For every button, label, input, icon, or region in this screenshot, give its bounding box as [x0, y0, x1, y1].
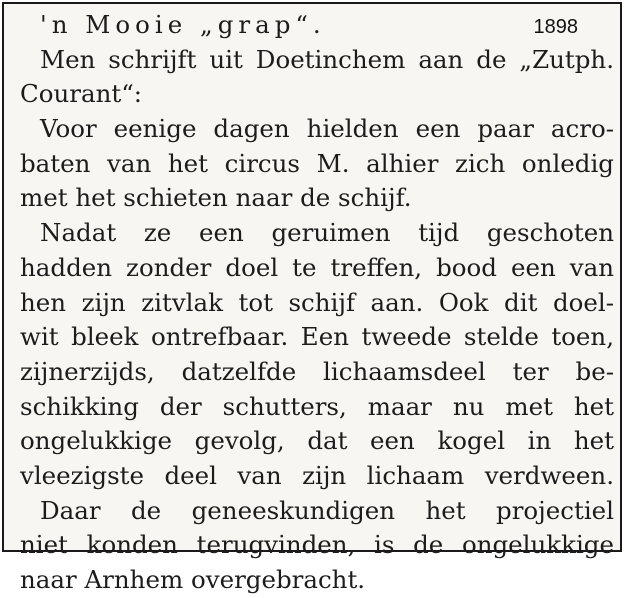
article-line: zijnerzijds, datzelfde lichaamsdeel ter be- — [20, 356, 614, 386]
article-line: ongelukkige gevolg, dat een kogel in het — [20, 426, 614, 456]
article-title: 'n Mooie „grap“. — [40, 10, 326, 39]
article-line: niet konden terugvinden, is de ongelukkige — [20, 530, 614, 560]
article-line: naar Arnhem overgebracht. — [20, 565, 366, 594]
article-line: met het schieten naar de schijf. — [20, 183, 412, 213]
article-line: hadden zonder doel te treffen, bood een van — [20, 252, 614, 282]
article-line: wit bleek ontrefbaar. Een tweede stelde toen, — [20, 322, 614, 352]
article-line: Men schrijft uit Doetinchem aan de „Zutph. — [40, 44, 614, 74]
article-line: Voor eenige dagen hielden een paar acro- — [40, 114, 614, 144]
article-text — [20, 8, 614, 598]
newspaper-clipping — [2, 2, 622, 594]
article-line: Daar de geneeskundigen het projectiel — [40, 495, 614, 525]
article-line: schikking der schutters, maar nu met het — [20, 391, 614, 421]
article-line: vleezigste deel van zijn lichaam verdween. — [20, 460, 614, 490]
year-label: 1898 — [533, 16, 578, 38]
article-line: baten van het circus M. alhier zich onledig — [20, 148, 614, 178]
article-line: Nadat ze een geruimen tijd geschoten — [40, 218, 614, 248]
article-line: hen zijn zitvlak tot schijf aan. Ook dit doel- — [20, 287, 614, 317]
article-line: Courant“: — [20, 79, 142, 109]
